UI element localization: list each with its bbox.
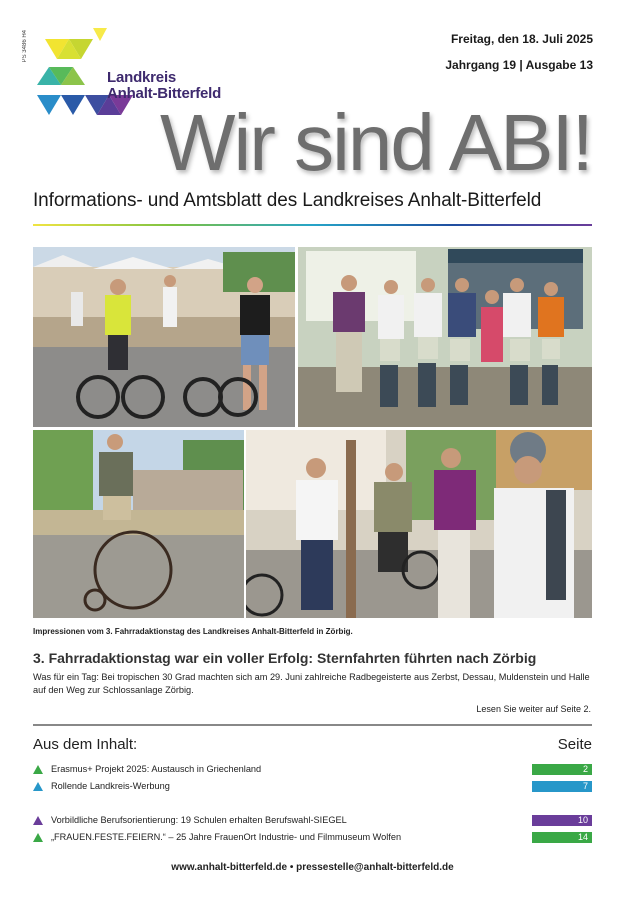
continue-link[interactable]: Lesen Sie weiter auf Seite 2. <box>476 704 591 714</box>
contents-item-title: „FRAUEN.FESTE.FEIERN.“ – 25 Jahre FrauenOrt Industrie- und Filmmuseum Wolfen <box>51 832 402 842</box>
rainbow-divider <box>33 224 592 226</box>
contents-item-title: Vorbildliche Berufsorientierung: 19 Schulen erhalten Berufswahl-SIEGEL <box>51 815 347 825</box>
logo-line-2: Anhalt-Bitterfeld <box>107 85 222 102</box>
contents-item[interactable] <box>33 832 592 844</box>
contents-item[interactable] <box>33 815 592 827</box>
contents-item-title: Rollende Landkreis-Werbung <box>51 781 170 791</box>
masthead-subtitle: Informations- und Amtsblatt des Landkreises Anhalt-Bitterfeld <box>33 190 542 211</box>
article-headline: 3. Fahrradaktionstag war ein voller Erfolg: Sternfahrten führten nach Zörbig <box>33 650 537 666</box>
contents-item[interactable] <box>33 781 592 793</box>
photo-caption: Impressionen vom 3. Fahrradaktionstag des Landkreises Anhalt-Bitterfeld in Zörbig. <box>33 627 353 636</box>
article-lead: Was für ein Tag: Bei tropischen 30 Grad machten sich am 29. Juni zahlreiche Radbegeisterte aus Zerbst, Dessau, Muldenstein und Halle auf den Weg zur Schlossanlage Zörbig. <box>33 672 590 695</box>
masthead-title: Wir sind ABI! <box>160 98 592 187</box>
photo-high-wheel-bicycle <box>33 430 244 618</box>
issue-date: Freitag, den 18. Juli 2025 <box>450 32 593 46</box>
issue-number: Jahrgang 19 | Ausgabe 13 <box>445 58 593 72</box>
contents-item-page: 10 <box>532 815 592 826</box>
contents-item-title: Erasmus+ Projekt 2025: Austausch in Griechenland <box>51 764 262 774</box>
contents-item-page: 2 <box>532 764 592 775</box>
photo-cyclists-event <box>33 247 295 427</box>
contents-heading: Aus dem Inhalt: <box>33 736 138 753</box>
postal-code: PS 3486 H4 <box>22 30 28 63</box>
contents-item-page: 14 <box>532 832 592 843</box>
photo-group-with-bags <box>298 247 592 427</box>
page-column-heading: Seite <box>557 736 592 753</box>
photo-officials-with-bikes <box>246 430 592 618</box>
triangle-bullet-icon <box>33 782 43 791</box>
logo-line-1: Landkreis <box>107 69 177 86</box>
footer-contact[interactable]: www.anhalt-bitterfeld.de • pressestelle@anhalt-bitterfeld.de <box>171 862 454 873</box>
triangle-bullet-icon <box>33 833 43 842</box>
contents-item[interactable] <box>33 764 592 776</box>
contents-item-page: 7 <box>532 781 592 792</box>
section-divider <box>33 724 592 726</box>
triangle-bullet-icon <box>33 765 43 774</box>
triangle-bullet-icon <box>33 816 43 825</box>
